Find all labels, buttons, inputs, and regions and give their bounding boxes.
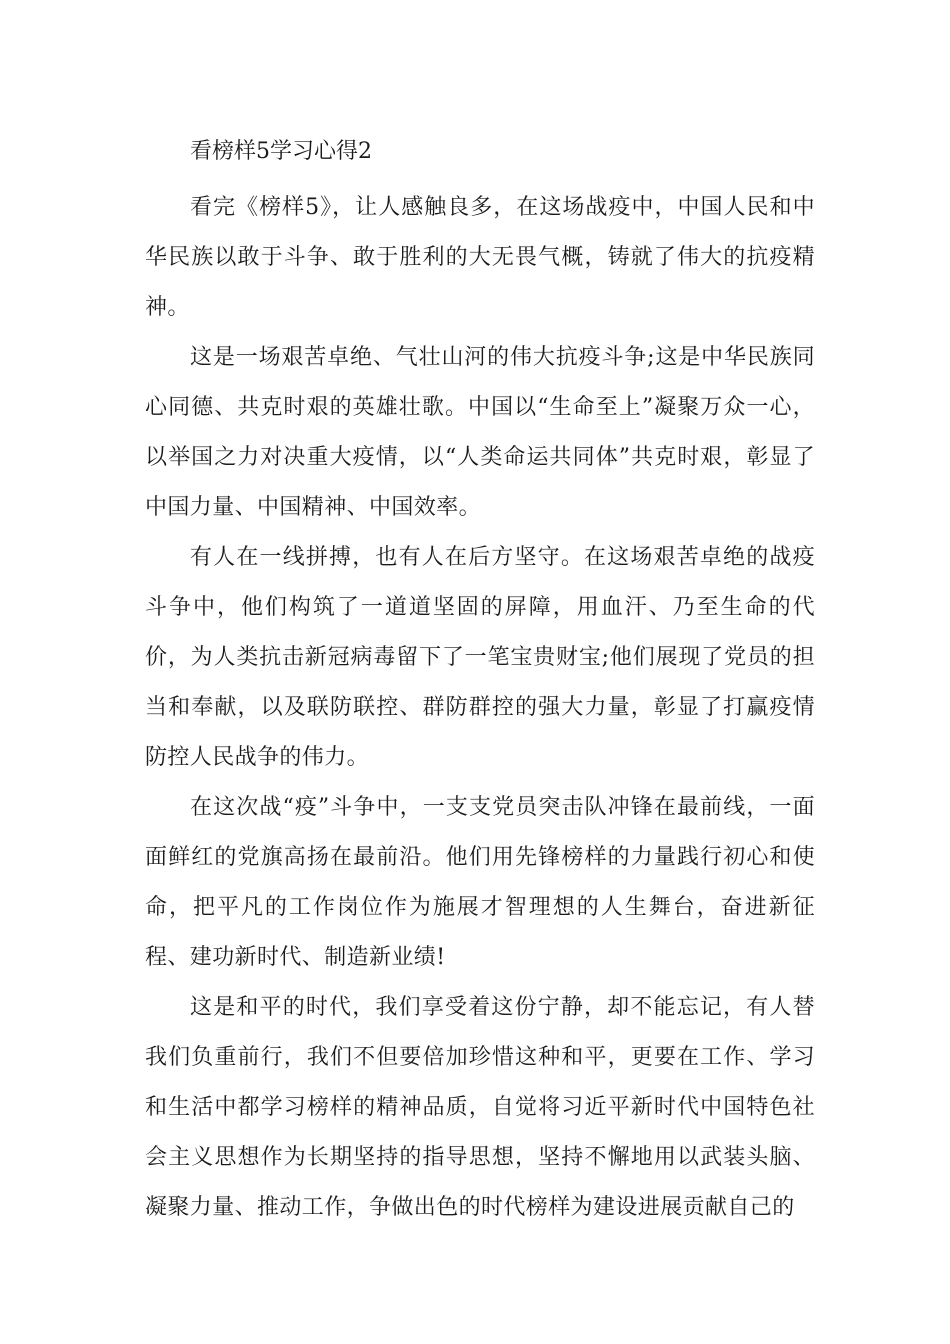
paragraph-4: 在这次战“疫”斗争中，一支支党员突击队冲锋在最前线，一面面鲜红的党旗高扬在最前沿。他们用先锋榜样的力量践行初心和使命，把平凡的工作岗位作为施展才智理想的人生舞台，奋进新征程、建功新时代、制造新业绩! (145, 795, 815, 970)
paragraph-2: 这是一场艰苦卓绝、气壮山河的伟大抗疫斗争;这是中华民族同心同德、共克时艰的英雄壮歌。中国以“生命至上”凝聚万众一心，以举国之力对决重大疫情，以“人类命运共同体”共克时艰，彰显了中国力量、中国精神、中国效率。 (145, 345, 815, 520)
paragraph-1: 看完《榜样5》，让人感触良多，在这场战疫中，中国人民和中华民族以敢于斗争、敢于胜利的大无畏气概，铸就了伟大的抗疫精神。 (145, 195, 815, 320)
document-title: 看榜样5学习心得2 (190, 139, 372, 164)
paragraph-3: 有人在一线拼搏，也有人在后方坚守。在这场艰苦卓绝的战疫斗争中，他们构筑了一道道坚固的屏障，用血汗、乃至生命的代价，为人类抗击新冠病毒留下了一笔宝贵财宝;他们展现了党员的担当和奉献，以及联防联控、群防群控的强大力量，彰显了打赢疫情防控人民战争的伟力。 (145, 545, 815, 770)
paragraph-5: 这是和平的时代，我们享受着这份宁静，却不能忘记，有人替我们负重前行，我们不但要倍加珍惜这种和平，更要在工作、学习和生活中都学习榜样的精神品质，自觉将习近平新时代中国特色社会主义思想作为长期坚持的指导思想，坚持不懈地用以武装头脑、凝聚力量、推动工作，争做出色的时代榜样为建设进展贡献自己的 (145, 995, 815, 1220)
document-body (145, 183, 815, 1233)
